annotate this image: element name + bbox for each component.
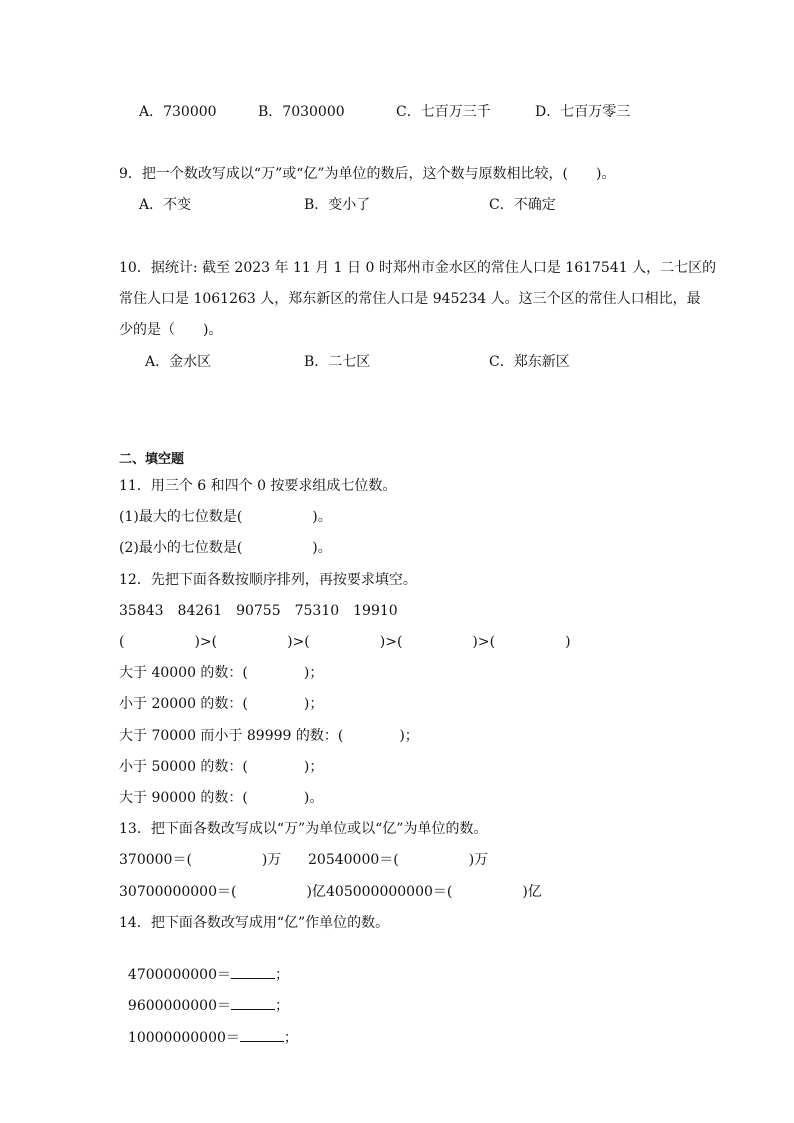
q11-item-1[interactable]: (1)最大的七位数是( )。 bbox=[119, 509, 332, 525]
q10-option-a[interactable]: A．金水区 bbox=[145, 354, 212, 370]
q9-options bbox=[0, 195, 794, 215]
q9-option-b[interactable]: B．变小了 bbox=[304, 197, 371, 213]
q14-item-3-number: 10000000000＝ bbox=[127, 1030, 240, 1046]
q13-row1-b[interactable]: 20540000＝( )万 bbox=[308, 852, 489, 868]
q14-stem: 14．把下面各数改写成用“亿”作单位的数。 bbox=[119, 915, 390, 931]
q13-row2-b[interactable]: 405000000000＝( )亿 bbox=[326, 884, 542, 900]
q14-item-1-number: 4700000000＝ bbox=[127, 967, 231, 983]
q14-item-3-blank[interactable] bbox=[240, 1027, 284, 1042]
q12-stem: 12．先把下面各数按顺序排列，再按要求填空。 bbox=[119, 572, 417, 588]
q13-row2-a[interactable]: 30700000000＝( )亿 bbox=[119, 884, 326, 900]
q8-options bbox=[0, 102, 794, 122]
q12-item-3[interactable]: 大于 70000 而小于 89999 的数：( )； bbox=[119, 728, 419, 744]
q8-option-c[interactable]: C．七百万三千 bbox=[396, 104, 491, 120]
q13-stem: 13．把下面各数改写成以“万”为单位或以“亿”为单位的数。 bbox=[119, 821, 488, 837]
q13-row1-a[interactable]: 370000＝( )万 bbox=[119, 852, 282, 868]
q12-item-5[interactable]: 大于 90000 的数：( )。 bbox=[119, 790, 324, 806]
q8-option-a[interactable]: A．730000 bbox=[139, 104, 217, 120]
q12-order-line[interactable]: ( )>( )>( )>( )>( ) bbox=[119, 634, 571, 650]
q14-item-2-number: 9600000000＝ bbox=[127, 998, 231, 1014]
q8-option-b[interactable]: B．7030000 bbox=[258, 104, 345, 120]
q14-item-2-suffix: ； bbox=[274, 998, 289, 1014]
section-title: 二、填空题 bbox=[119, 452, 185, 467]
q11-item-2[interactable]: (2)最小的七位数是( )。 bbox=[119, 540, 332, 556]
q12-item-4[interactable]: 小于 50000 的数：( )； bbox=[119, 759, 324, 775]
q14-item-3 bbox=[119, 1007, 298, 1048]
q12-item-2[interactable]: 小于 20000 的数：( )； bbox=[119, 696, 324, 712]
q14-item-3-suffix: ； bbox=[283, 1030, 298, 1046]
q10-option-c[interactable]: C．郑东新区 bbox=[489, 354, 570, 370]
q12-numbers: 35843 84261 90755 75310 19910 bbox=[119, 603, 398, 619]
q14-item-1-suffix: ； bbox=[274, 967, 289, 983]
q9-option-a[interactable]: A．不变 bbox=[139, 197, 192, 213]
q9-option-c[interactable]: C．不确定 bbox=[489, 197, 556, 213]
q10-stem-line-1: 10．据统计: 截至 2023 年 11 月 1 日 0 时郑州市金水区的常住人口是 1617541 人，二七区的 bbox=[119, 260, 717, 276]
q10-stem-line-3: 少的是（ )。 bbox=[119, 322, 223, 338]
q8-option-d[interactable]: D．七百万零三 bbox=[535, 104, 631, 120]
q10-options bbox=[0, 352, 794, 372]
q9-stem: 9．把一个数改写成以“万”或“亿”为单位的数后，这个数与原数相比较，( )。 bbox=[119, 166, 616, 182]
q12-item-1[interactable]: 大于 40000 的数：( )； bbox=[119, 665, 324, 681]
q10-stem-line-2: 常住人口是 1061263 人，郑东新区的常住人口是 945234 人。这三个区的常住人口相比，最 bbox=[119, 291, 701, 307]
q10-option-b[interactable]: B．二七区 bbox=[304, 354, 371, 370]
q11-stem: 11．用三个 6 和四个 0 按要求组成七位数。 bbox=[119, 478, 397, 494]
